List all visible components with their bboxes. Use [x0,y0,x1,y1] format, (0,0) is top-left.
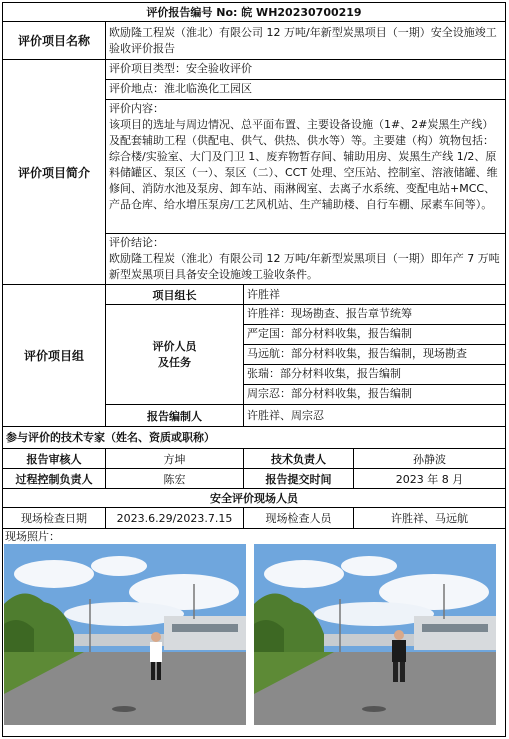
team-row [3,285,505,427]
conclusion-title: 评价结论： [109,236,164,249]
project-summary-row [3,60,505,285]
site-title-row [3,489,505,508]
team-label: 评价项目组 [3,285,106,426]
photo-section [3,529,505,736]
process-lead-label: 过程控制负责人 [3,469,106,488]
members-block [106,305,505,405]
member-item: 马远航：部分材料收集，报告编制，现场勘查 [244,345,505,365]
site-photo-1 [4,544,246,725]
member-item: 许胜祥：现场勘查、报告章节统筹 [244,305,505,325]
site-photo-2 [254,544,496,725]
content-text: 该项目的选址与周边情况、总平面布置、主要设备设施（1#、2#炭黑生产线）及配套辅助工程（供配电、供气、供热、供水等）等。主要建（构）筑物包括：综合楼/实验室、大门及门卫 1、废弃物暂存间、辅助用房、炭黑生产线 1/2、原料储罐区、泵区（一）、泵区（二）、CCT 处理、空压站、控制室、溶液储罐、维修间、消防水池及泵房、卸车站、雨淋阀室、去离子水系统、变配电站+MCC、产品仓库、给水增压泵房/工艺风机站、生产辅助楼、自行车棚、尿素车间等）。 [109,118,498,211]
leader-name: 许胜祥 [247,287,280,301]
site-photo-2-image [254,544,496,725]
site-date: 2023.6.29/2023.7.15 [106,508,244,528]
reviewer-label: 报告审核人 [3,449,106,468]
site-photo-1-image [4,544,246,725]
project-content [106,100,505,234]
site-row [3,508,505,529]
project-location: 评价地点：淮北临涣化工园区 [106,80,505,100]
project-summary-body [106,60,505,284]
submit-time-label: 报告提交时间 [244,469,354,488]
writer-row [106,405,505,426]
content-title: 评价内容： [109,102,164,115]
members-label: 评价人员 及任务 [106,305,244,404]
site-staff-label: 现场检查人员 [244,508,354,528]
project-type: 评价项目类型：安全验收评价 [106,60,505,80]
member-item: 严定国：部分材料收集，报告编制 [244,325,505,345]
evaluation-form [2,2,506,737]
review-row-2 [3,469,505,489]
project-name-row [3,22,505,60]
site-title: 安全评价现场人员 [210,492,298,505]
project-conclusion [106,234,505,284]
site-staff: 许胜祥、马远航 [391,512,468,525]
conclusion-text: 欧励隆工程炭（淮北）有限公司 12 万吨/年新型炭黑项目（一期）即年产 7 万吨新型炭黑项目具备安全设施竣工验收条件。 [109,252,500,281]
experts-row [3,427,505,449]
member-item: 周宗忍：部分材料收集，报告编制 [247,387,412,400]
reviewer-name: 方坤 [106,449,244,468]
writer-label: 报告编制人 [106,405,244,426]
leader-row [106,285,505,305]
writer-names: 许胜祥、周宗忍 [247,408,324,422]
leader-label: 项目组长 [106,285,244,304]
review-row-1 [3,449,505,469]
member-item: 张瑞：部分材料收集，报告编制 [244,365,505,385]
project-name-label: 评价项目名称 [3,22,106,59]
members-list [244,305,505,405]
site-date-label: 现场检查日期 [3,508,106,528]
experts-label: 参与评价的技术专家（姓名、资质或职称） [6,430,215,444]
photos-label: 现场照片： [5,530,60,543]
project-summary-label: 评价项目简介 [3,60,106,284]
tech-lead-label: 技术负责人 [244,449,354,468]
report-number-row [3,3,505,22]
submit-time: 2023 年 8 月 [395,472,464,486]
project-name-value: 欧励隆工程炭（淮北）有限公司 12 万吨/年新型炭黑项目（一期）安全设施竣工验收评价报告 [109,25,497,55]
team-body [106,285,505,426]
process-lead-name: 陈宏 [106,469,244,488]
tech-lead-name: 孙静波 [413,452,446,466]
report-number: 评价报告编号 No: 皖 WH20230700219 [146,6,362,19]
